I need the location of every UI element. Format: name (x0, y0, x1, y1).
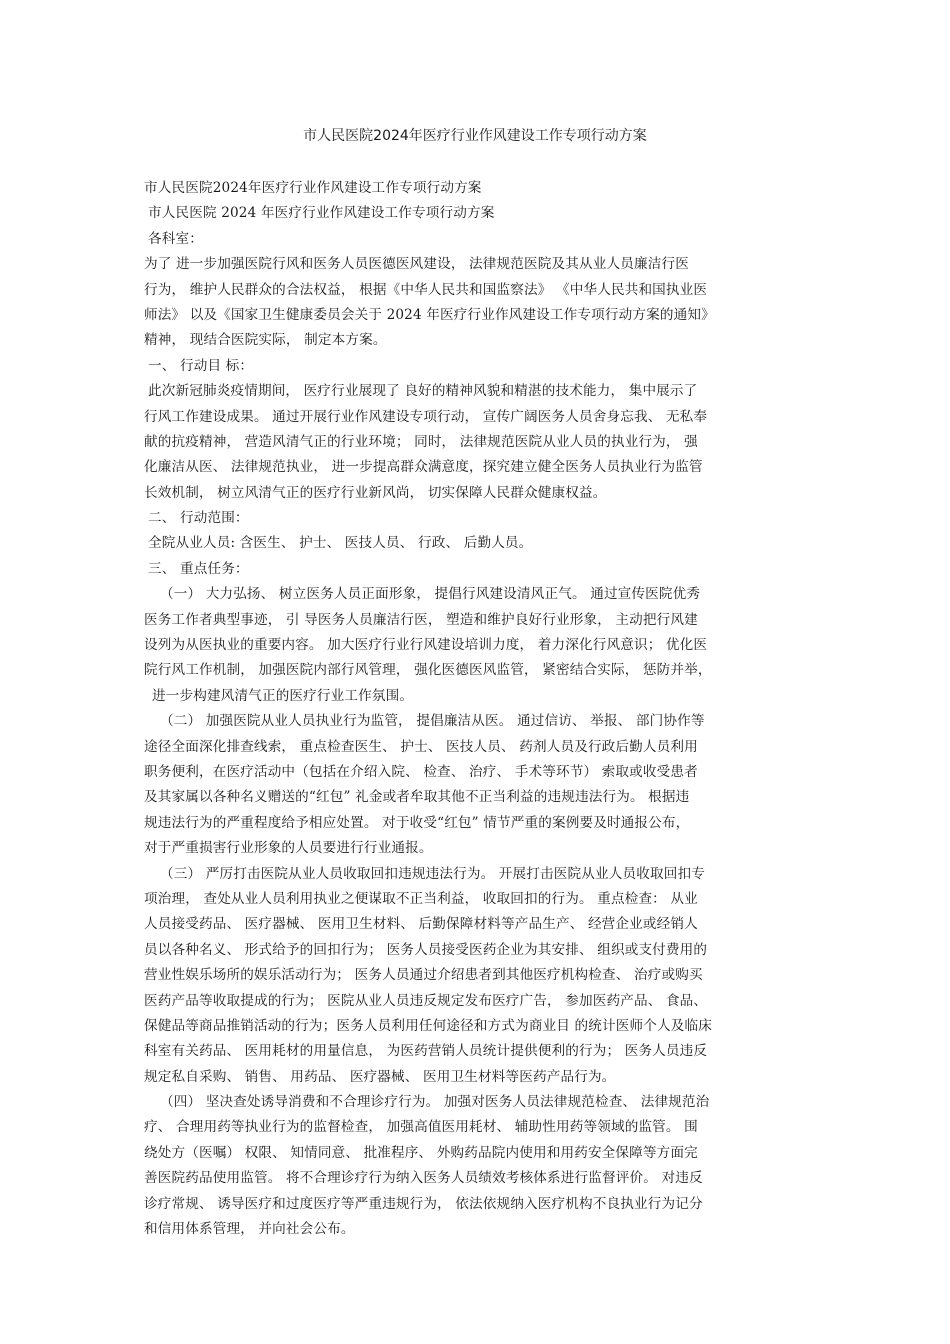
task-line: （四） 坚决查处诱导消费和不合理诊疗行为。 加强对医务人员法律规范检查、 法律规范治 (160, 1094, 710, 1111)
text-line: 献的抗疫精神， 营造风清气正的行业环境； 同时， 法律规范医院从业人员的执业行为， 强 (144, 433, 698, 450)
text-line: 全院从业人员: 含医生、 护士、 医技人员、 行政、 后勤人员。 (148, 535, 533, 552)
text-line: 此次新冠肺炎疫情期间， 医疗行业展现了 良好的精神风貌和精湛的技术能力， 集中展示了 (148, 383, 698, 400)
text-line: 精神， 现结合医院实际， 制定本方案。 (144, 332, 387, 349)
text-line: 营业性娱乐场所的娱乐活动行为； 医务人员通过介绍患者到其他医疗机构检查、 治疗或购买 (144, 967, 703, 984)
text-line: 为了 进一步加强医院行风和医务人员医德医风建设， 法律规范医院及其从业人员廉洁行医 (144, 256, 689, 273)
text-line: 行为， 维护人民群众的合法权益， 根据《中华人民共和国监察法》 《中华人民共和国执业医 (144, 281, 708, 298)
text-line: 医药产品等收取提成的行为； 医院从业人员违反规定发布医疗广告， 参加医药产品、 食品、 (144, 992, 708, 1009)
section-heading-scope: 二、 行动范围： (148, 510, 249, 527)
text-line-subtitle: 市人民医院2024年医疗行业作风建设工作专项行动方案 (144, 180, 482, 196)
text-line: 行风工作建设成果。 通过开展行业作风建设专项行动， 宣传广阔医务人员舍身忘我、 无私奉 (144, 408, 708, 425)
text-line: 途径全面深化排查线索， 重点检查医生、 护士、 医技人员、 药剂人员及行政后勤人员利用 (144, 738, 698, 755)
text-line: 师法》 以及《国家卫生健康委员会关于 2024 年医疗行业作风建设工作专项行动方案的通知》 (144, 306, 715, 323)
task-line: （二） 加强医院从业人员执业行为监管， 提倡廉洁从医。 通过信访、 举报、 部门协作等 (160, 713, 705, 730)
text-line: 人员接受药品、 医疗器械、 医用卫生材料、 后勤保障材料等产品生产、 经营企业或经销人 (144, 916, 698, 933)
text-line-salutation: 各科室： (148, 230, 203, 247)
text-line: 项治理， 查处从业人员利用执业之便谋取不正当利益， 收取回扣的行为。 重点检查： 从业 (144, 890, 698, 907)
text-line: 医务工作者典型事迹， 引 导医务人员廉洁行医， 塑造和维护良好行业形象， 主动把行风建 (144, 611, 698, 628)
page-title: 市人民医院2024年医疗行业作风建设工作专项行动方案 (303, 128, 647, 144)
text-line: 设列为从医执业的重要内容。 加大医疗行业行风建设培训力度， 着力深化行风意识； 优化医 (144, 637, 708, 654)
section-heading-tasks: 三、 重点任务： (148, 560, 249, 577)
task-line: （一） 大力弘扬、 树立医务人员正面形象， 提倡行风建设清风正气。 通过宣传医院优秀 (160, 586, 701, 603)
document-body (144, 176, 808, 1242)
task-line: （三） 严厉打击医院从业人员收取回扣违规违法行为。 开展打击医院从业人员收取回扣专 (160, 865, 705, 882)
text-line: 化廉洁从医、 法律规范执业， 进一步提高群众满意度，探究建立健全医务人员执业行为监管 (144, 459, 703, 476)
text-line: 绕处方（医嘱） 权限、 知情同意、 批准程序、 外购药品院内使用和用药安全保障等方面完 (144, 1144, 698, 1161)
text-line: 保健品等商品推销活动的行为；医务人员利用任何途径和方式为商业目 的统计医师个人及临床 (144, 1017, 712, 1034)
text-line: 院行风工作机制， 加强医院内部行风管理， 强化医德医风监管， 紧密结合实际， 惩防并举， (144, 662, 712, 679)
text-line: 疗、 合理用药等执业行为的监督检查， 加强高值医用耗材、 辅助性用药等领域的监管。 围 (144, 1119, 698, 1136)
section-heading-goal: 一、 行动目 标： (148, 357, 254, 374)
text-line: 和信用体系管理， 并向社会公布。 (144, 1221, 355, 1238)
text-line: 善医院药品使用监管。 将不合理诊疗行为纳入医务人员绩效考核体系进行监督评价。 对违反 (144, 1170, 703, 1187)
text-line: 长效机制， 树立风清气正的医疗行业新风尚， 切实保障人民群众健康权益。 (144, 484, 607, 501)
text-line: 规定私自采购、 销售、 用药品、 医疗器械、 医用卫生材料等医药产品行为。 (144, 1068, 616, 1085)
text-line-subtitle-spaced: 市人民医院 2024 年医疗行业作风建设工作专项行动方案 (148, 205, 495, 222)
text-line: 职务便利，在医疗活动中（包括在介绍入院、 检查、 治疗、 手术等环节） 索取或收受患者 (144, 763, 698, 780)
text-line: 对于严重损害行业形象的人员要进行行业通报。 (144, 840, 433, 857)
text-line: 科室有关药品、 医用耗材的用量信息， 为医药营销人员统计提供便利的行为； 医务人员违反 (144, 1043, 708, 1060)
text-line: 及其家属以各种名义赠送的“红包” 礼金或者牟取其他不正当利益的违规违法行为。 根据违 (144, 789, 690, 806)
text-line: 规违法行为的严重程度给予相应处置。 对于收受“红包” 情节严重的案例要及时通报公布， (144, 814, 690, 831)
text-line: 诊疗常规、 诱导医疗和过度医疗等严重违规行为， 依法依规纳入医疗机构不良执业行为记分 (144, 1195, 703, 1212)
text-line: 进一步构建风清气正的医疗行业工作氛围。 (152, 687, 414, 704)
text-line: 员以各种名义、 形式给予的回扣行为； 医务人员接受医药企业为其安排、 组织或支付费用的 (144, 941, 708, 958)
